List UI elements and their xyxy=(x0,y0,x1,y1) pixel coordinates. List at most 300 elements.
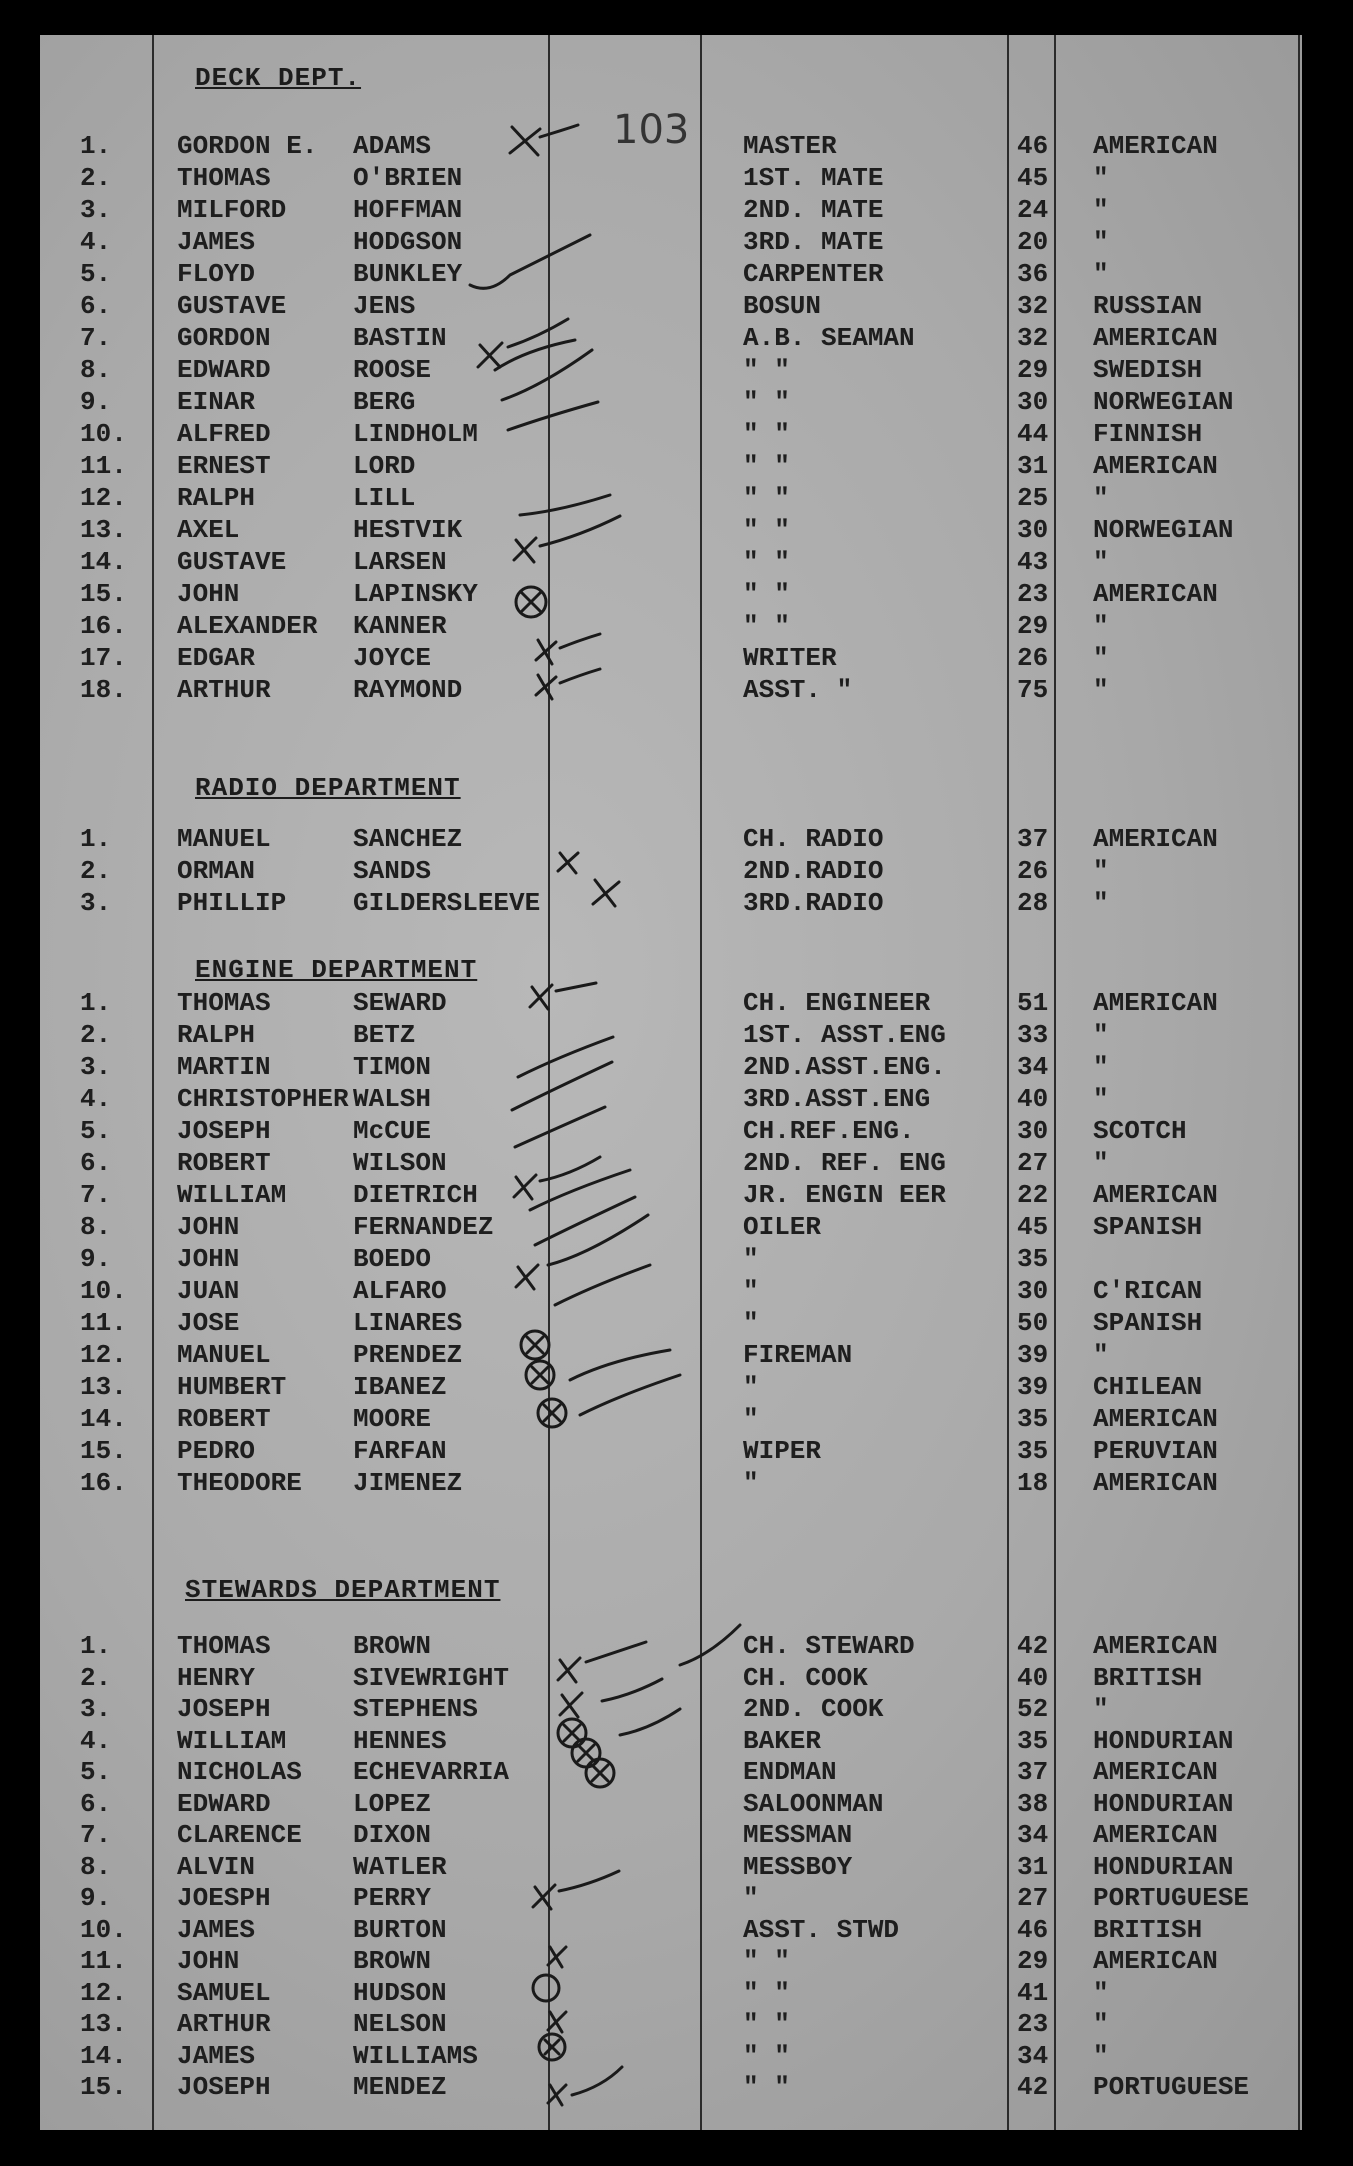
crew-first: CLARENCE xyxy=(177,1820,302,1850)
crew-position: CH. COOK xyxy=(743,1662,868,1693)
section-title: ENGINE DEPARTMENT xyxy=(195,955,478,985)
crew-row xyxy=(40,823,1302,855)
crew-nationality: C'RICAN xyxy=(1093,1276,1203,1306)
crew-num: 8. xyxy=(80,1851,112,1882)
crew-nationality: " xyxy=(1093,611,1109,641)
crew-row xyxy=(40,2071,1302,2103)
crew-age: 34 xyxy=(1017,1052,1049,1082)
crew-row xyxy=(40,450,1302,482)
crew-num: 4. xyxy=(80,1084,112,1114)
crew-nationality: SWEDISH xyxy=(1093,355,1203,385)
crew-position: 2ND.ASST.ENG. xyxy=(743,1052,946,1082)
crew-num: 12. xyxy=(80,1340,127,1370)
crew-row xyxy=(40,1115,1302,1147)
crew-last: MENDEZ xyxy=(353,2072,447,2102)
crew-last: ALFARO xyxy=(353,1276,447,1306)
crew-nationality: " xyxy=(1093,547,1109,577)
crew-position: 3RD. MATE xyxy=(743,227,884,257)
crew-row xyxy=(40,987,1302,1019)
crew-first: GUSTAVE xyxy=(177,547,287,577)
crew-last: HUDSON xyxy=(353,1977,447,2008)
crew-position: " " xyxy=(743,1946,790,1976)
crew-first: JOHN xyxy=(177,579,240,609)
crew-list-page xyxy=(40,35,1302,2130)
crew-first: ARTHUR xyxy=(177,2009,271,2039)
crew-row xyxy=(40,386,1302,418)
crew-row xyxy=(40,162,1302,194)
crew-first: JUAN xyxy=(177,1276,240,1306)
crew-position: FIREMAN xyxy=(743,1340,853,1370)
crew-row xyxy=(40,1083,1302,1115)
crew-row xyxy=(40,130,1302,162)
crew-first: THOMAS xyxy=(177,163,271,193)
crew-nationality: " xyxy=(1093,675,1109,705)
crew-nationality: " xyxy=(1093,1020,1109,1050)
crew-position: " xyxy=(743,1276,759,1306)
crew-first: RALPH xyxy=(177,1020,256,1050)
crew-first: NICHOLAS xyxy=(177,1757,302,1787)
crew-first: JAMES xyxy=(177,1914,256,1945)
crew-position: " xyxy=(743,1404,759,1434)
crew-row xyxy=(40,578,1302,610)
crew-nationality: AMERICAN xyxy=(1093,1180,1218,1210)
crew-row xyxy=(40,1851,1302,1883)
crew-age: 39 xyxy=(1017,1372,1049,1402)
crew-row xyxy=(40,482,1302,514)
crew-position: JR. ENGIN EER xyxy=(743,1180,946,1210)
crew-nationality: PORTUGUESE xyxy=(1093,2072,1250,2102)
crew-nationality: NORWEGIAN xyxy=(1093,515,1234,545)
crew-position: " " xyxy=(743,547,790,577)
crew-nationality: AMERICAN xyxy=(1093,1468,1218,1498)
crew-row xyxy=(40,1725,1302,1757)
crew-row xyxy=(40,1630,1302,1662)
crew-row xyxy=(40,1788,1302,1820)
crew-nationality: " xyxy=(1093,195,1109,225)
crew-position: BAKER xyxy=(743,1725,822,1756)
crew-last: ROOSE xyxy=(353,355,432,385)
crew-last: GILDERSLEEVE xyxy=(353,888,541,918)
crew-age: 29 xyxy=(1017,1946,1049,1976)
crew-last: LOPEZ xyxy=(353,1788,432,1819)
crew-num: 9. xyxy=(80,1883,112,1913)
crew-num: 6. xyxy=(80,291,112,321)
crew-position: ENDMAN xyxy=(743,1757,837,1787)
crew-first: MANUEL xyxy=(177,824,271,854)
crew-row xyxy=(40,1693,1302,1725)
crew-position: ASST. STWD xyxy=(743,1914,900,1945)
crew-last: FERNANDEZ xyxy=(353,1212,494,1242)
crew-nationality: AMERICAN xyxy=(1093,988,1218,1018)
crew-age: 45 xyxy=(1017,163,1049,193)
crew-row xyxy=(40,1211,1302,1243)
crew-nationality: " xyxy=(1093,227,1109,257)
crew-first: MANUEL xyxy=(177,1340,271,1370)
crew-nationality: AMERICAN xyxy=(1093,323,1218,353)
crew-position: " xyxy=(743,1372,759,1402)
crew-num: 14. xyxy=(80,547,127,577)
crew-last: SIVEWRIGHT xyxy=(353,1662,510,1693)
crew-last: HENNES xyxy=(353,1725,447,1756)
crew-nationality: " xyxy=(1093,483,1109,513)
section-title: RADIO DEPARTMENT xyxy=(195,773,461,803)
crew-last: LAPINSKY xyxy=(353,579,478,609)
crew-last: BOEDO xyxy=(353,1244,432,1274)
crew-age: 23 xyxy=(1017,2009,1049,2039)
crew-last: SANCHEZ xyxy=(353,824,463,854)
crew-age: 46 xyxy=(1017,131,1049,161)
crew-row xyxy=(40,194,1302,226)
crew-position: " " xyxy=(743,611,790,641)
crew-row xyxy=(40,354,1302,386)
crew-row xyxy=(40,1307,1302,1339)
crew-num: 15. xyxy=(80,1436,127,1466)
crew-num: 12. xyxy=(80,483,127,513)
crew-num: 11. xyxy=(80,1946,127,1976)
crew-age: 18 xyxy=(1017,1468,1049,1498)
crew-age: 35 xyxy=(1017,1436,1049,1466)
crew-row xyxy=(40,642,1302,674)
crew-position: " " xyxy=(743,483,790,513)
crew-position: ASST. " xyxy=(743,675,853,705)
crew-age: 29 xyxy=(1017,611,1049,641)
crew-first: SAMUEL xyxy=(177,1977,271,2008)
crew-position: " xyxy=(743,1883,759,1913)
crew-last: NELSON xyxy=(353,2009,447,2039)
crew-nationality: " xyxy=(1093,1340,1109,1370)
crew-age: 52 xyxy=(1017,1694,1049,1724)
crew-nationality: " xyxy=(1093,259,1109,289)
crew-last: BERG xyxy=(353,387,416,417)
crew-age: 22 xyxy=(1017,1180,1049,1210)
crew-num: 16. xyxy=(80,1468,127,1498)
crew-num: 15. xyxy=(80,2072,127,2102)
crew-last: BUNKLEY xyxy=(353,259,463,289)
crew-row xyxy=(40,514,1302,546)
crew-num: 10. xyxy=(80,1914,127,1945)
crew-first: THEODORE xyxy=(177,1468,302,1498)
crew-num: 1. xyxy=(80,988,112,1018)
crew-last: McCUE xyxy=(353,1116,432,1146)
crew-num: 2. xyxy=(80,856,112,886)
crew-last: LORD xyxy=(353,451,416,481)
crew-first: MILFORD xyxy=(177,195,287,225)
crew-age: 32 xyxy=(1017,291,1049,321)
crew-first: EDWARD xyxy=(177,355,271,385)
crew-nationality: PERUVIAN xyxy=(1093,1436,1218,1466)
crew-last: STEPHENS xyxy=(353,1694,478,1724)
crew-age: 25 xyxy=(1017,483,1049,513)
crew-first: ORMAN xyxy=(177,856,256,886)
crew-last: JENS xyxy=(353,291,416,321)
crew-position: 3RD.RADIO xyxy=(743,888,884,918)
crew-num: 9. xyxy=(80,387,112,417)
crew-age: 37 xyxy=(1017,1757,1049,1787)
crew-first: ALFRED xyxy=(177,419,271,449)
crew-row xyxy=(40,1403,1302,1435)
crew-nationality: " xyxy=(1093,2040,1109,2071)
crew-first: CHRISTOPHER xyxy=(177,1084,349,1114)
crew-num: 9. xyxy=(80,1244,112,1274)
crew-position: BOSUN xyxy=(743,291,822,321)
crew-row xyxy=(40,1371,1302,1403)
crew-last: HOFFMAN xyxy=(353,195,463,225)
crew-age: 42 xyxy=(1017,2072,1049,2102)
crew-last: BROWN xyxy=(353,1946,432,1976)
crew-last: BETZ xyxy=(353,1020,416,1050)
crew-nationality: AMERICAN xyxy=(1093,1820,1218,1850)
crew-num: 8. xyxy=(80,1212,112,1242)
crew-nationality: " xyxy=(1093,1084,1109,1114)
crew-last: PERRY xyxy=(353,1883,432,1913)
crew-nationality: BRITISH xyxy=(1093,1662,1203,1693)
crew-position: CH. ENGINEER xyxy=(743,988,931,1018)
crew-nationality: AMERICAN xyxy=(1093,1631,1218,1661)
crew-age: 26 xyxy=(1017,643,1049,673)
crew-num: 14. xyxy=(80,2040,127,2071)
crew-num: 17. xyxy=(80,643,127,673)
crew-age: 51 xyxy=(1017,988,1049,1018)
crew-position: " " xyxy=(743,1977,790,2008)
crew-position: 2ND. REF. ENG xyxy=(743,1148,946,1178)
crew-num: 6. xyxy=(80,1148,112,1178)
crew-num: 2. xyxy=(80,1662,112,1693)
crew-nationality: AMERICAN xyxy=(1093,1757,1218,1787)
crew-last: LILL xyxy=(353,483,416,513)
crew-position: WRITER xyxy=(743,643,837,673)
crew-position: OILER xyxy=(743,1212,822,1242)
crew-nationality: SPANISH xyxy=(1093,1212,1203,1242)
crew-num: 5. xyxy=(80,1116,112,1146)
crew-row xyxy=(40,2040,1302,2072)
crew-num: 12. xyxy=(80,1977,127,2008)
crew-row xyxy=(40,1435,1302,1467)
crew-first: EDWARD xyxy=(177,1788,271,1819)
crew-age: 43 xyxy=(1017,547,1049,577)
crew-age: 28 xyxy=(1017,888,1049,918)
crew-age: 23 xyxy=(1017,579,1049,609)
crew-last: SEWARD xyxy=(353,988,447,1018)
crew-nationality: AMERICAN xyxy=(1093,1404,1218,1434)
crew-last: HESTVIK xyxy=(353,515,463,545)
crew-row xyxy=(40,855,1302,887)
crew-age: 24 xyxy=(1017,195,1049,225)
crew-position: 3RD.ASST.ENG xyxy=(743,1084,931,1114)
crew-age: 46 xyxy=(1017,1914,1049,1945)
crew-num: 8. xyxy=(80,355,112,385)
crew-first: JAMES xyxy=(177,2040,256,2071)
crew-first: EDGAR xyxy=(177,643,256,673)
crew-position: " " xyxy=(743,387,790,417)
crew-nationality: " xyxy=(1093,856,1109,886)
page-number: 103 xyxy=(613,107,690,153)
crew-age: 75 xyxy=(1017,675,1049,705)
crew-position: WIPER xyxy=(743,1436,822,1466)
crew-last: WILSON xyxy=(353,1148,447,1178)
crew-num: 1. xyxy=(80,131,112,161)
crew-first: JOHN xyxy=(177,1946,240,1976)
crew-position: " xyxy=(743,1244,759,1274)
crew-age: 35 xyxy=(1017,1404,1049,1434)
crew-row xyxy=(40,1756,1302,1788)
crew-last: WILLIAMS xyxy=(353,2040,478,2071)
crew-first: JOSEPH xyxy=(177,2072,271,2102)
crew-last: PRENDEZ xyxy=(353,1340,463,1370)
crew-first: HUMBERT xyxy=(177,1372,287,1402)
crew-num: 6. xyxy=(80,1788,112,1819)
crew-position: 1ST. MATE xyxy=(743,163,884,193)
crew-first: THOMAS xyxy=(177,1631,271,1661)
crew-age: 29 xyxy=(1017,355,1049,385)
crew-age: 35 xyxy=(1017,1244,1049,1274)
crew-first: ROBERT xyxy=(177,1404,271,1434)
crew-nationality: RUSSIAN xyxy=(1093,291,1203,321)
crew-age: 38 xyxy=(1017,1788,1049,1819)
crew-position: CH. RADIO xyxy=(743,824,884,854)
crew-age: 26 xyxy=(1017,856,1049,886)
crew-nationality: AMERICAN xyxy=(1093,1946,1218,1976)
crew-age: 32 xyxy=(1017,323,1049,353)
crew-last: FARFAN xyxy=(353,1436,447,1466)
crew-nationality: " xyxy=(1093,1977,1109,2008)
crew-num: 13. xyxy=(80,2009,127,2039)
crew-row xyxy=(40,1179,1302,1211)
crew-position: " " xyxy=(743,419,790,449)
crew-nationality: NORWEGIAN xyxy=(1093,387,1234,417)
crew-position: 2ND. COOK xyxy=(743,1694,884,1724)
crew-position: " xyxy=(743,1308,759,1338)
crew-num: 5. xyxy=(80,259,112,289)
crew-position: 2ND.RADIO xyxy=(743,856,884,886)
crew-age: 27 xyxy=(1017,1883,1049,1913)
crew-last: RAYMOND xyxy=(353,675,463,705)
crew-last: DIXON xyxy=(353,1820,432,1850)
crew-position: " " xyxy=(743,451,790,481)
crew-nationality: " xyxy=(1093,2009,1109,2039)
crew-num: 15. xyxy=(80,579,127,609)
crew-row xyxy=(40,2008,1302,2040)
crew-row xyxy=(40,674,1302,706)
crew-age: 31 xyxy=(1017,1851,1049,1882)
crew-position: MASTER xyxy=(743,131,837,161)
crew-row xyxy=(40,546,1302,578)
crew-first: GORDON xyxy=(177,323,271,353)
crew-nationality: AMERICAN xyxy=(1093,579,1218,609)
crew-first: RALPH xyxy=(177,483,256,513)
crew-num: 1. xyxy=(80,824,112,854)
crew-first: FLOYD xyxy=(177,259,256,289)
crew-last: WALSH xyxy=(353,1084,432,1114)
crew-age: 31 xyxy=(1017,451,1049,481)
crew-row xyxy=(40,1945,1302,1977)
crew-age: 30 xyxy=(1017,515,1049,545)
crew-num: 13. xyxy=(80,1372,127,1402)
crew-first: ARTHUR xyxy=(177,675,271,705)
crew-row xyxy=(40,1243,1302,1275)
crew-last: LINARES xyxy=(353,1308,463,1338)
crew-num: 16. xyxy=(80,611,127,641)
crew-nationality: SPANISH xyxy=(1093,1308,1203,1338)
crew-num: 7. xyxy=(80,1820,112,1850)
crew-first: EINAR xyxy=(177,387,256,417)
crew-num: 3. xyxy=(80,888,112,918)
crew-position: MESSBOY xyxy=(743,1851,853,1882)
crew-row xyxy=(40,1819,1302,1851)
crew-first: JOSEPH xyxy=(177,1694,271,1724)
crew-last: BROWN xyxy=(353,1631,432,1661)
crew-num: 11. xyxy=(80,451,127,481)
crew-age: 30 xyxy=(1017,387,1049,417)
crew-age: 20 xyxy=(1017,227,1049,257)
crew-nationality: HONDURIAN xyxy=(1093,1851,1234,1882)
crew-first: PEDRO xyxy=(177,1436,256,1466)
crew-age: 34 xyxy=(1017,1820,1049,1850)
crew-age: 50 xyxy=(1017,1308,1049,1338)
crew-first: WILLIAM xyxy=(177,1180,287,1210)
crew-num: 1. xyxy=(80,1631,112,1661)
crew-last: BASTIN xyxy=(353,323,447,353)
crew-last: WATLER xyxy=(353,1851,447,1882)
crew-row xyxy=(40,1467,1302,1499)
crew-first: MARTIN xyxy=(177,1052,271,1082)
crew-num: 13. xyxy=(80,515,127,545)
crew-row xyxy=(40,1662,1302,1694)
crew-row xyxy=(40,887,1302,919)
crew-first: JOESPH xyxy=(177,1883,271,1913)
crew-first: ROBERT xyxy=(177,1148,271,1178)
crew-age: 30 xyxy=(1017,1276,1049,1306)
crew-age: 30 xyxy=(1017,1116,1049,1146)
crew-nationality: " xyxy=(1093,1148,1109,1178)
crew-nationality: " xyxy=(1093,888,1109,918)
crew-num: 2. xyxy=(80,1020,112,1050)
crew-last: DIETRICH xyxy=(353,1180,478,1210)
crew-first: AXEL xyxy=(177,515,240,545)
crew-first: JOSE xyxy=(177,1308,240,1338)
crew-row xyxy=(40,1147,1302,1179)
crew-position: 2ND. MATE xyxy=(743,195,884,225)
crew-nationality: HONDURIAN xyxy=(1093,1725,1234,1756)
crew-num: 3. xyxy=(80,195,112,225)
crew-row xyxy=(40,258,1302,290)
crew-row xyxy=(40,1019,1302,1051)
crew-position: " " xyxy=(743,515,790,545)
crew-position: CARPENTER xyxy=(743,259,884,289)
crew-row xyxy=(40,1882,1302,1914)
crew-position: " " xyxy=(743,355,790,385)
crew-row xyxy=(40,322,1302,354)
crew-first: PHILLIP xyxy=(177,888,287,918)
crew-num: 5. xyxy=(80,1757,112,1787)
crew-first: WILLIAM xyxy=(177,1725,287,1756)
crew-num: 3. xyxy=(80,1052,112,1082)
crew-position: " " xyxy=(743,2072,790,2102)
crew-last: SANDS xyxy=(353,856,432,886)
crew-last: HODGSON xyxy=(353,227,463,257)
crew-row xyxy=(40,610,1302,642)
crew-row xyxy=(40,1914,1302,1946)
crew-nationality: AMERICAN xyxy=(1093,131,1218,161)
crew-age: 41 xyxy=(1017,1977,1049,2008)
crew-last: JIMENEZ xyxy=(353,1468,463,1498)
section-title: DECK DEPT. xyxy=(195,63,362,93)
crew-age: 42 xyxy=(1017,1631,1049,1661)
crew-num: 7. xyxy=(80,1180,112,1210)
crew-position: SALOONMAN xyxy=(743,1788,884,1819)
crew-age: 40 xyxy=(1017,1084,1049,1114)
crew-first: GUSTAVE xyxy=(177,291,287,321)
crew-last: LINDHOLM xyxy=(353,419,478,449)
